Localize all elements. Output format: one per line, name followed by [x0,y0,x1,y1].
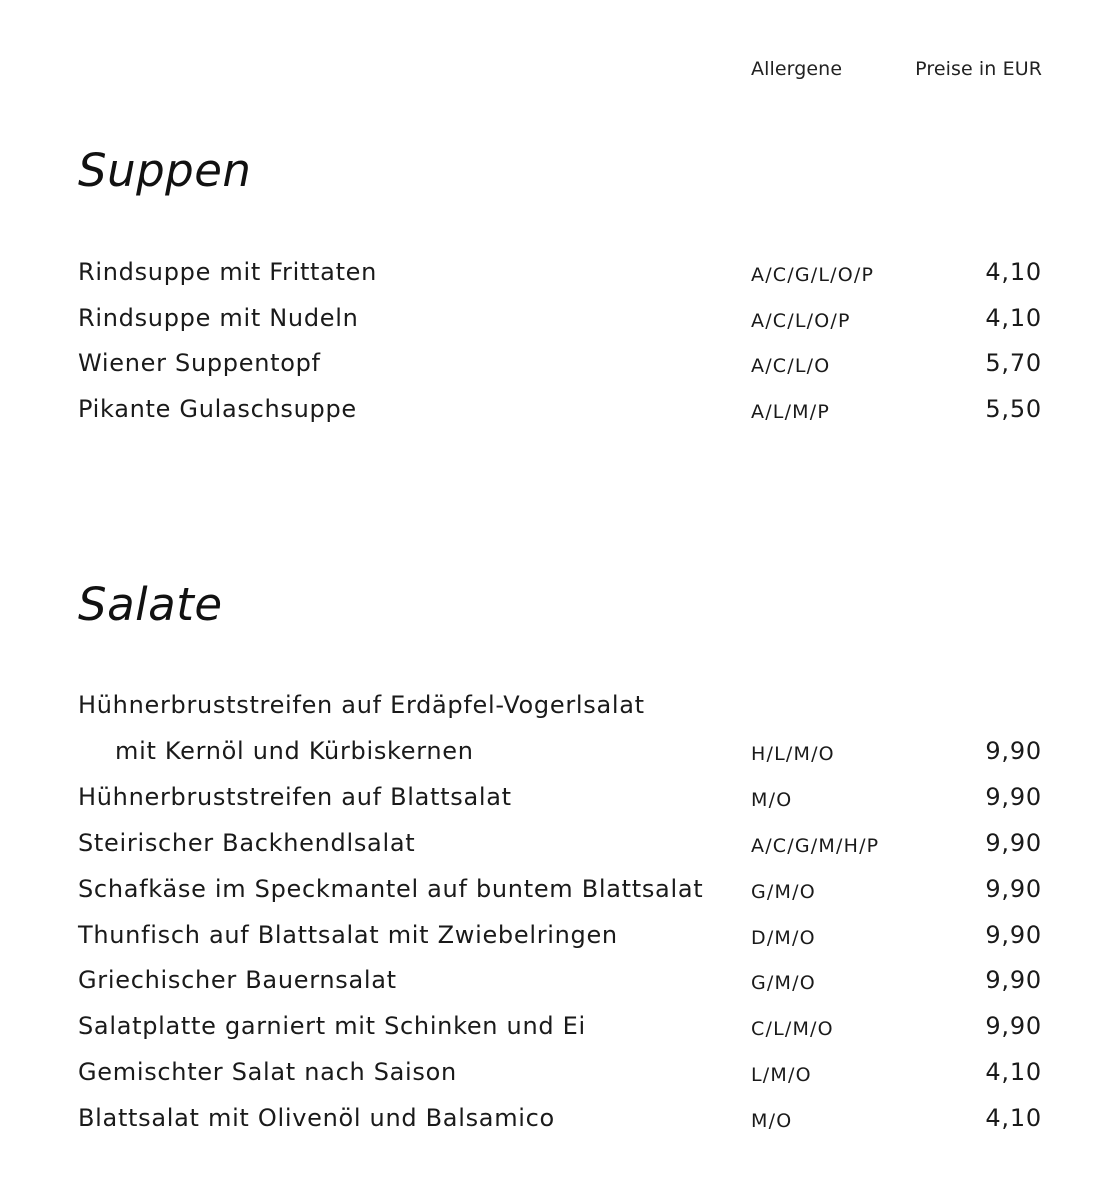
price-column-header: Preise in EUR [915,58,1042,80]
menu-item-allergens: A/C/L/O [751,355,831,377]
menu-item-allergens: L/M/O [751,1064,812,1086]
menu-item-allergens: A/C/G/M/H/P [751,835,880,857]
menu-item-price: 9,90 [985,783,1042,811]
menu-item-name: Pikante Gulaschsuppe [78,395,357,423]
menu-item-name: Rindsuppe mit Nudeln [78,304,359,332]
menu-item [0,1058,1106,1098]
menu-item-name: Hühnerbruststreifen auf Blattsalat [78,783,512,811]
menu-item-price: 4,10 [985,258,1042,286]
menu-item [0,395,1106,435]
menu-item-name: Blattsalat mit Olivenöl und Balsamico [78,1104,555,1132]
menu-item-allergens: D/M/O [751,927,816,949]
menu-item-allergens: A/L/M/P [751,401,831,423]
menu-item [0,258,1106,298]
menu-item-name: Steirischer Backhendlsalat [78,829,416,857]
menu-item [0,691,1106,731]
menu-item-allergens: H/L/M/O [751,743,835,765]
menu-item-price: 5,70 [985,349,1042,377]
menu-item [0,349,1106,389]
menu-item [0,829,1106,869]
menu-item-allergens: M/O [751,1110,793,1132]
menu-item-name: Griechischer Bauernsalat [78,966,397,994]
menu-item-allergens: G/M/O [751,881,816,903]
menu-item-price: 9,90 [985,1012,1042,1040]
menu-item [0,1012,1106,1052]
menu-item [0,966,1106,1006]
menu-item-price: 4,10 [985,1058,1042,1086]
menu-item-price: 9,90 [985,875,1042,903]
section-title-salate: Salate [78,578,223,631]
menu-item-name-continued: mit Kernöl und Kürbiskernen [115,737,474,765]
menu-item-price: 9,90 [985,829,1042,857]
menu-item-name: Schafkäse im Speckmantel auf buntem Blattsalat [78,875,704,903]
menu-item-name: Hühnerbruststreifen auf Erdäpfel-Vogerlsalat [78,691,645,719]
menu-item-price: 4,10 [985,304,1042,332]
menu-item-name: Salatplatte garniert mit Schinken und Ei [78,1012,586,1040]
menu-item [0,304,1106,344]
menu-item-price: 4,10 [985,1104,1042,1132]
menu-item-name: Gemischter Salat nach Saison [78,1058,457,1086]
menu-item [0,1104,1106,1144]
allergene-column-header: Allergene [751,58,843,80]
menu-item-allergens: G/M/O [751,972,816,994]
menu-item-allergens: M/O [751,789,793,811]
menu-item-name: Rindsuppe mit Frittaten [78,258,378,286]
menu-item-price: 9,90 [985,737,1042,765]
menu-item-name: Wiener Suppentopf [78,349,321,377]
menu-item-allergens: A/C/L/O/P [751,310,851,332]
menu-item-price: 9,90 [985,921,1042,949]
menu-item-allergens: C/L/M/O [751,1018,834,1040]
menu-item-name: Thunfisch auf Blattsalat mit Zwiebelringen [78,921,618,949]
menu-item [0,921,1106,961]
section-title-suppen: Suppen [78,144,252,197]
menu-item-continuation [0,737,1106,777]
menu-item-price: 9,90 [985,966,1042,994]
menu-item-allergens: A/C/G/L/O/P [751,264,875,286]
menu-item [0,783,1106,823]
menu-item-price: 5,50 [985,395,1042,423]
menu-item [0,875,1106,915]
